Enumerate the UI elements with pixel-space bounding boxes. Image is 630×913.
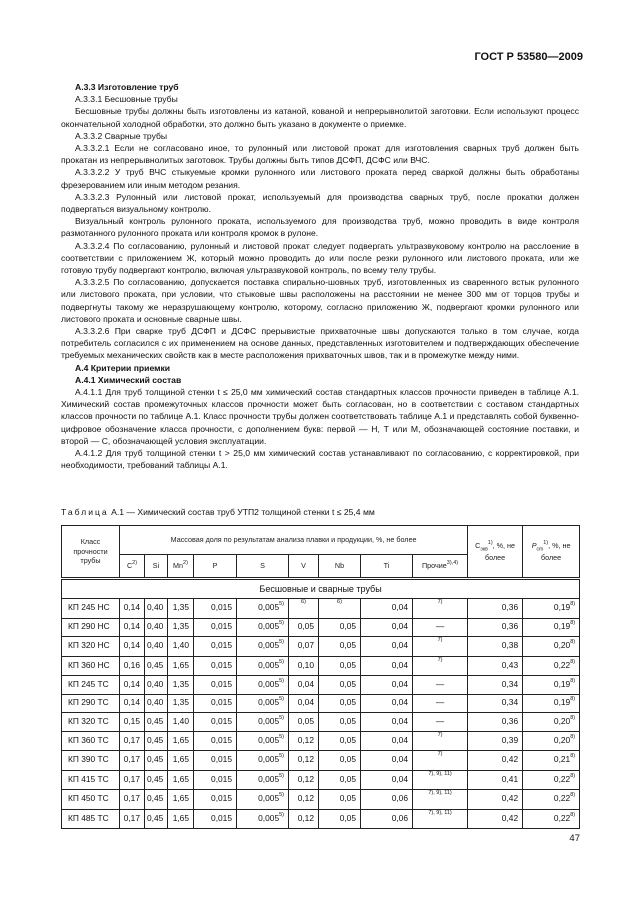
cell-nb: 0,05 xyxy=(319,676,361,695)
cell-ceq: 0,36 xyxy=(468,599,523,619)
header-element: Si xyxy=(145,555,168,579)
cell-other: — xyxy=(413,694,468,713)
cell-mn: 1,65 xyxy=(168,751,194,771)
cell-v: 0,05 xyxy=(289,713,319,732)
cell-c: 0,14 xyxy=(120,599,145,619)
cell-nb: 0,05 xyxy=(319,656,361,676)
cell-nb: 0,05 xyxy=(319,713,361,732)
cell-p: 0,015 xyxy=(194,676,237,695)
cell-s: 0,005$^{5)}$ xyxy=(237,599,289,619)
cell-ti: 0,04 xyxy=(361,770,413,790)
cell-p: 0,015 xyxy=(194,694,237,713)
cell-nb: 0,05 xyxy=(319,731,361,751)
table-row xyxy=(62,770,580,790)
cell-si: 0,40 xyxy=(145,618,168,637)
header-element: S xyxy=(237,555,289,579)
paragraph: А.3.3.2 Сварные трубы xyxy=(75,130,168,141)
cell-c: 0,17 xyxy=(120,809,145,829)
cell-ceq: 0,43 xyxy=(468,656,523,676)
cell-mn: 1,35 xyxy=(168,676,194,695)
cell-ti: 0,04 xyxy=(361,676,413,695)
cell-class: КП 485 ТС xyxy=(62,809,120,829)
cell-si: 0,45 xyxy=(145,751,168,771)
cell-p: 0,015 xyxy=(194,751,237,771)
cell-class: КП 320 НС xyxy=(62,637,120,657)
header-element: Прочие$^{3),4)}$ xyxy=(413,555,468,579)
cell-other: 7) xyxy=(413,656,468,676)
cell-ceq: 0,42 xyxy=(468,751,523,771)
table-row xyxy=(62,599,580,619)
cell-mn: 1,65 xyxy=(168,770,194,790)
cell-s: 0,005$^{5)}$ xyxy=(237,751,289,771)
header-ceq: $C_{экв}^{1)}$, %, не более xyxy=(468,526,523,579)
cell-c: 0,16 xyxy=(120,656,145,676)
header-element: Ti xyxy=(361,555,413,579)
cell-class: КП 450 ТС xyxy=(62,790,120,810)
cell-other: — xyxy=(413,676,468,695)
cell-s: 0,005$^{5)}$ xyxy=(237,694,289,713)
cell-s: 0,005$^{5)}$ xyxy=(237,637,289,657)
cell-pcm: 0,20$^{8)}$ xyxy=(523,713,580,732)
cell-p: 0,015 xyxy=(194,809,237,829)
cell-si: 0,45 xyxy=(145,790,168,810)
cell-pcm: 0,19$^{8)}$ xyxy=(523,599,580,619)
table-row xyxy=(62,676,580,695)
cell-ti: 0,04 xyxy=(361,713,413,732)
header-element: P xyxy=(194,555,237,579)
cell-v: 0,10 xyxy=(289,656,319,676)
cell-other: 7), 9), 11) xyxy=(413,809,468,829)
table-caption-text: А.1 — Химический состав труб УТП2 толщиной стенки t ≤ 25,4 мм xyxy=(108,507,375,517)
cell-class: КП 290 НС xyxy=(62,618,120,637)
cell-p: 0,015 xyxy=(194,770,237,790)
cell-other: 7) xyxy=(413,731,468,751)
cell-pcm: 0,19$^{8)}$ xyxy=(523,618,580,637)
cell-p: 0,015 xyxy=(194,656,237,676)
cell-ceq: 0,36 xyxy=(468,618,523,637)
cell-p: 0,015 xyxy=(194,790,237,810)
cell-nb: 0,05 xyxy=(319,694,361,713)
header-element: Nb xyxy=(319,555,361,579)
cell-v: 0,07 xyxy=(289,637,319,657)
cell-c: 0,17 xyxy=(120,790,145,810)
cell-v: 0,12 xyxy=(289,809,319,829)
cell-ti: 0,06 xyxy=(361,809,413,829)
paragraph: А.3.3.2.2 У труб ВЧС стыкуемые кромки рулонного или листового проката перед сваркой должны быть обработаны фрезерованием или иным методом резания. xyxy=(61,167,579,190)
cell-nb: 0,05 xyxy=(319,809,361,829)
table-row xyxy=(62,694,580,713)
cell-c: 0,17 xyxy=(120,770,145,790)
cell-ti: 0,04 xyxy=(361,731,413,751)
cell-c: 0,14 xyxy=(120,694,145,713)
paragraph: Визуальный контроль рулонного проката, используемого для производства труб, можно проводить в виде контроля размотанного рулонного проката или контроля кромок в рулоне. xyxy=(61,216,579,239)
cell-si: 0,45 xyxy=(145,770,168,790)
cell-nb: 0,05 xyxy=(319,618,361,637)
cell-class: КП 390 ТС xyxy=(62,751,120,771)
cell-other: — xyxy=(413,713,468,732)
cell-pcm: 0,22$^{8)}$ xyxy=(523,770,580,790)
table-row xyxy=(62,656,580,676)
table-row xyxy=(62,731,580,751)
cell-v: 0,04 xyxy=(289,694,319,713)
cell-v: 0,04 xyxy=(289,676,319,695)
header-element: $C^{2)}$ xyxy=(120,555,145,579)
cell-nb: 0,05 xyxy=(319,751,361,771)
table-row xyxy=(62,618,580,637)
paragraph: А.4.1.2 Для труб толщиной стенки t > 25,0 мм химический состав устанавливают по согласованию, с корректировкой, при необходимости, требований таблицы А.1. xyxy=(61,448,579,471)
cell-mn: 1,40 xyxy=(168,713,194,732)
cell-si: 0,45 xyxy=(145,809,168,829)
paragraph: А.3.3.2.1 Если не согласовано иное, то рулонный или листовой прокат для изготовления сварных труб должен быть прокатан из непрерывнолитых заготовок. Трубы должны быть типов ДСФП, ДСФС или ВЧС. xyxy=(61,143,579,166)
section-heading: А.3.3 Изготовление труб xyxy=(75,82,179,92)
cell-pcm: 0,19$^{8)}$ xyxy=(523,694,580,713)
cell-s: 0,005$^{5)}$ xyxy=(237,731,289,751)
cell-ti: 0,04 xyxy=(361,656,413,676)
cell-other: 7), 9), 11) xyxy=(413,790,468,810)
cell-c: 0,17 xyxy=(120,731,145,751)
cell-class: КП 290 ТС xyxy=(62,694,120,713)
cell-ti: 0,04 xyxy=(361,599,413,619)
cell-other: — xyxy=(413,618,468,637)
cell-ceq: 0,34 xyxy=(468,694,523,713)
cell-si: 0,40 xyxy=(145,676,168,695)
cell-other: 7), 9), 11) xyxy=(413,770,468,790)
cell-p: 0,015 xyxy=(194,637,237,657)
cell-nb: 0,05 xyxy=(319,770,361,790)
table-section-label: Бесшовные и сварные трубы xyxy=(62,579,580,599)
paragraph: Бесшовные трубы должны быть изготовлены из катаной, кованой и непрерывнолитой заготовки. Если используют процесс окончательной холодной обработки, это должно быть указано в документе о приемке. xyxy=(61,106,579,129)
cell-si: 0,45 xyxy=(145,713,168,732)
cell-nb: 0,05 xyxy=(319,790,361,810)
cell-pcm: 0,21$^{8)}$ xyxy=(523,751,580,771)
cell-v: 0,12 xyxy=(289,731,319,751)
cell-v: 0,12 xyxy=(289,770,319,790)
section-heading: А.4 Критерии приемки xyxy=(75,362,171,373)
cell-v: 6) xyxy=(289,599,319,619)
cell-v: 0,05 xyxy=(289,618,319,637)
cell-class: КП 360 ТС xyxy=(62,731,120,751)
cell-v: 0,12 xyxy=(289,790,319,810)
cell-si: 0,45 xyxy=(145,731,168,751)
header-mass-fraction: Массовая доля по результатам анализа плавки и продукции, %, не более xyxy=(120,526,468,555)
cell-s: 0,005$^{5)}$ xyxy=(237,656,289,676)
section-heading: А.4.1 Химический состав xyxy=(75,374,182,385)
cell-p: 0,015 xyxy=(194,731,237,751)
cell-mn: 1,65 xyxy=(168,790,194,810)
table-row xyxy=(62,751,580,771)
cell-s: 0,005$^{5)}$ xyxy=(237,713,289,732)
cell-s: 0,005$^{5)}$ xyxy=(237,770,289,790)
cell-v: 0,12 xyxy=(289,751,319,771)
table-row xyxy=(62,809,580,829)
table-row xyxy=(62,713,580,732)
cell-ceq: 0,42 xyxy=(468,809,523,829)
cell-si: 0,40 xyxy=(145,637,168,657)
cell-si: 0,40 xyxy=(145,599,168,619)
paragraph: А.3.3.1 Бесшовные трубы xyxy=(75,94,178,105)
cell-mn: 1,35 xyxy=(168,694,194,713)
cell-si: 0,40 xyxy=(145,694,168,713)
cell-ceq: 0,39 xyxy=(468,731,523,751)
cell-pcm: 0,22$^{8)}$ xyxy=(523,656,580,676)
cell-other: 7) xyxy=(413,599,468,619)
chemical-composition-table xyxy=(61,525,580,829)
paragraph: А.3.3.2.5 По согласованию, допускается поставка спирально-шовных труб, изготовленных из сваренного встык рулонного или листового проката, при условии, что стыковые швы расположены на расстоянии не менее 300 мм от торцов трубы и подвергнуты такому же неразрушающему контролю, которому, согласно приложению Ж, подвергают кромки рулонного или листового проката и основные сварные швы. xyxy=(61,277,579,324)
cell-c: 0,15 xyxy=(120,713,145,732)
paragraph: А.3.3.2.3 Рулонный или листовой прокат, используемый для производства сварных труб, после прокатки должен подвергаться визуальному контролю. xyxy=(61,191,579,215)
cell-nb: 6) xyxy=(319,599,361,619)
cell-ti: 0,04 xyxy=(361,694,413,713)
document-code: ГОСТ Р 53580—2009 xyxy=(474,51,583,63)
cell-ceq: 0,36 xyxy=(468,713,523,732)
cell-ceq: 0,38 xyxy=(468,637,523,657)
cell-mn: 1,65 xyxy=(168,656,194,676)
cell-class: КП 360 НС xyxy=(62,656,120,676)
table-caption xyxy=(61,506,375,518)
header-class: Класс прочности трубы xyxy=(62,526,120,579)
cell-s: 0,005$^{5)}$ xyxy=(237,676,289,695)
cell-si: 0,45 xyxy=(145,656,168,676)
paragraph: А.3.3.2.4 По согласованию, рулонный и листовой прокат следует подвергать ультразвуковому контролю на расслоение в соответствии с приложением Ж, который можно проводить до или после резки рулонного или листового проката, или же готовую трубу подвергают контролю, включая ультразвуковой контроль, по всему телу трубы. xyxy=(61,240,579,276)
cell-c: 0,17 xyxy=(120,751,145,771)
cell-pcm: 0,22$^{8)}$ xyxy=(523,790,580,810)
cell-ceq: 0,34 xyxy=(468,676,523,695)
cell-pcm: 0,20$^{8)}$ xyxy=(523,731,580,751)
cell-ti: 0,04 xyxy=(361,751,413,771)
cell-class: КП 245 ТС xyxy=(62,676,120,695)
cell-p: 0,015 xyxy=(194,599,237,619)
table-row xyxy=(62,790,580,810)
cell-pcm: 0,22$^{8)}$ xyxy=(523,809,580,829)
cell-mn: 1,40 xyxy=(168,637,194,657)
body-text xyxy=(61,81,579,472)
cell-p: 0,015 xyxy=(194,713,237,732)
cell-ti: 0,04 xyxy=(361,637,413,657)
cell-mn: 1,35 xyxy=(168,618,194,637)
cell-class: КП 245 НС xyxy=(62,599,120,619)
cell-p: 0,015 xyxy=(194,618,237,637)
cell-ti: 0,06 xyxy=(361,790,413,810)
cell-ti: 0,04 xyxy=(361,618,413,637)
cell-c: 0,14 xyxy=(120,618,145,637)
paragraph: А.3.3.2.6 При сварке труб ДСФП и ДСФС прерывистые прихваточные швы допускаются только в том случае, когда потребитель согласился с их применением на основе данных, представленных изготовителем и подтверждающих обеспечение требуемых механических свойств как в месте расположения прихваточных швов, так и в промежутке между ними. xyxy=(61,326,579,361)
page-number: 47 xyxy=(569,833,580,844)
cell-ceq: 0,42 xyxy=(468,790,523,810)
table-caption-prefix: Таблица xyxy=(61,507,109,517)
cell-mn: 1,65 xyxy=(168,731,194,751)
cell-s: 0,005$^{5)}$ xyxy=(237,790,289,810)
cell-mn: 1,35 xyxy=(168,599,194,619)
header-pcm: $P_{cm}^{1)}$, %, не более xyxy=(523,526,580,579)
cell-pcm: 0,20$^{8)}$ xyxy=(523,637,580,657)
cell-other: 7) xyxy=(413,751,468,771)
cell-class: КП 320 ТС xyxy=(62,713,120,732)
cell-s: 0,005$^{5)}$ xyxy=(237,618,289,637)
paragraph: А.4.1.1 Для труб толщиной стенки t ≤ 25,0 мм химический состав стандартных классов прочности приведен в таблице А.1. Химический состав промежуточных классов прочности может быть согласован, но в соответствии с составом стандартных классов прочности по таблице А.1. Класс прочности трубы должен соответствовать таблице А.1 и представлять собой буквенно-цифровое обозначение класса прочности, с дополнением букв: первой — Н, Т или М, обозначающей состояние поставки, и второй — С, обозначающей условия эксплуатации. xyxy=(61,387,579,446)
cell-mn: 1,65 xyxy=(168,809,194,829)
cell-other: 7) xyxy=(413,637,468,657)
header-element: Mn$^{2)}$ xyxy=(168,555,194,579)
cell-ceq: 0,41 xyxy=(468,770,523,790)
cell-pcm: 0,19$^{8)}$ xyxy=(523,676,580,695)
table-row xyxy=(62,637,580,657)
cell-c: 0,14 xyxy=(120,637,145,657)
cell-s: 0,005$^{5)}$ xyxy=(237,809,289,829)
cell-c: 0,14 xyxy=(120,676,145,695)
cell-class: КП 415 ТС xyxy=(62,770,120,790)
cell-nb: 0,05 xyxy=(319,637,361,657)
header-element: V xyxy=(289,555,319,579)
